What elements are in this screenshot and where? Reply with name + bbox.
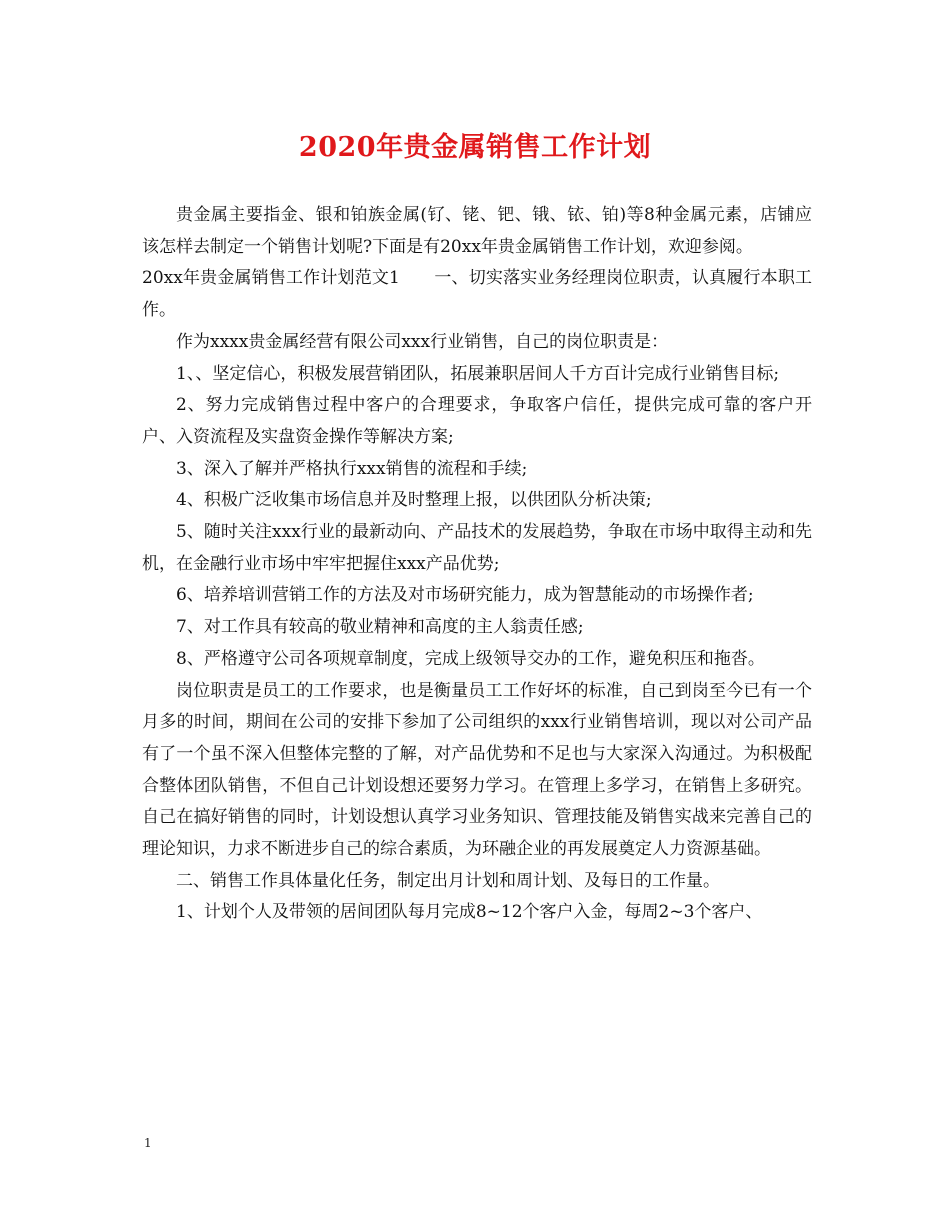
- paragraph: 作为xxxx贵金属经营有限公司xxx行业销售，自己的岗位职责是：: [176, 331, 669, 352]
- document-body: [142, 200, 812, 929]
- paragraph: 5、随时关注xxx行业的最新动向、产品技术的发展趋势，争取在市场中取得主动和先机，在金融行业市场中牢牢把握住xxx产品优势;: [142, 522, 812, 574]
- paragraph: 3、深入了解并严格执行xxx销售的流程和手续;: [176, 458, 528, 479]
- document-title: 2020年贵金属销售工作计划: [298, 132, 652, 163]
- paragraph: 20xx年贵金属销售工作计划范文1 一、切实落实业务经理岗位职责，认真履行本职工作。: [142, 268, 812, 321]
- paragraph: 8、严格遵守公司各项规章制度，完成上级领导交办的工作，避免积压和拖沓。: [176, 648, 765, 669]
- paragraph: 7、对工作具有较高的敬业精神和高度的主人翁责任感;: [176, 617, 584, 638]
- paragraph: 贵金属主要指金、银和铂族金属(钌、铑、钯、锇、铱、铂)等8种金属元素，店铺应该怎样去制定一个销售计划呢?下面是有20xx年贵金属销售工作计划，欢迎参阅。: [142, 205, 812, 257]
- paragraph: 1、、坚定信心，积极发展营销团队，拓展兼职居间人千方百计完成行业销售目标;: [176, 363, 780, 384]
- paragraph: 2、努力完成销售过程中客户的合理要求，争取客户信任，提供完成可靠的客户开户、入资流程及实盘资金操作等解决方案;: [142, 395, 812, 447]
- page-number: 1: [144, 1136, 152, 1150]
- paragraph: 二、销售工作具体量化任务，制定出月计划和周计划、及每日的工作量。: [176, 870, 720, 891]
- paragraph: 4、积极广泛收集市场信息并及时整理上报，以供团队分析决策;: [176, 490, 652, 511]
- paragraph: 岗位职责是员工的工作要求，也是衡量员工工作好坏的标准，自己到岗至今已有一个月多的时间，期间在公司的安排下参加了公司组织的xxx行业销售培训，现以对公司产品有了一个虽不深入但整体完整的了解，对产品优势和不足也与大家深入沟通过。为积极配合整体团队销售，不但自己计划设想还要努力学习。在管理上多学习，在销售上多研究。自己在搞好销售的同时，计划设想认真学习业务知识、管理技能及销售实战来完善自己的理论知识，力求不断进步自己的综合素质，为环融企业的再发展奠定人力资源基础。: [142, 680, 812, 860]
- paragraph: 1、计划个人及带领的居间团队每月完成8~12个客户入金，每周2~3个客户、: [176, 902, 763, 923]
- paragraph: 6、培养培训营销工作的方法及对市场研究能力，成为智慧能动的市场操作者;: [176, 585, 754, 606]
